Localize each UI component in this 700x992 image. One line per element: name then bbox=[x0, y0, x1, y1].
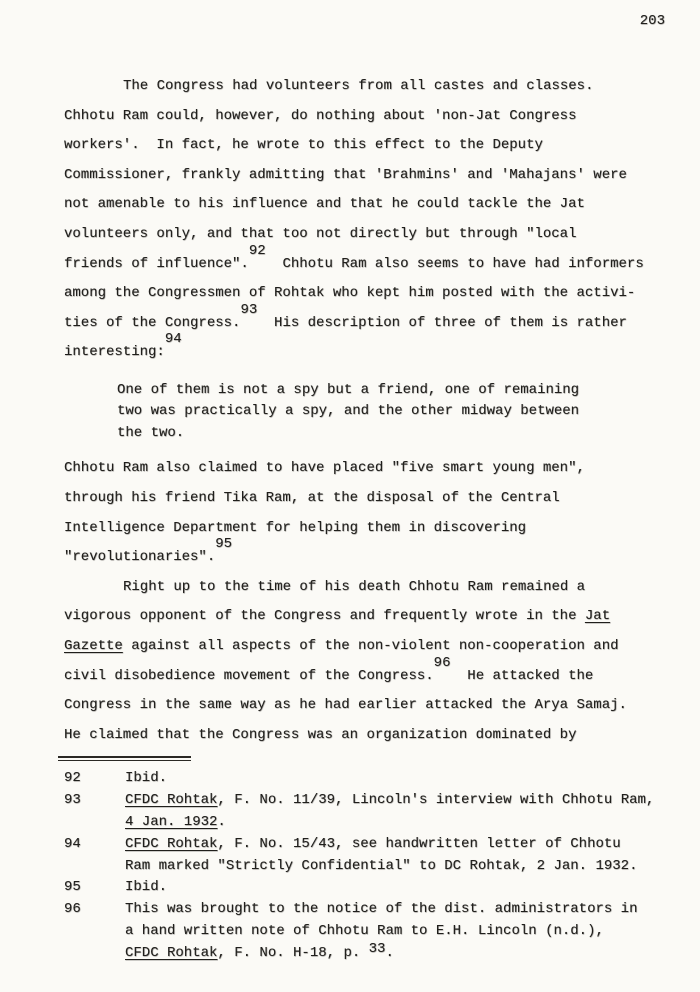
footnote-text: This was brought to the notice of the dist. administrators in bbox=[125, 901, 638, 918]
footnote-number: 95 bbox=[64, 879, 81, 896]
footnote-number-spacer bbox=[64, 921, 125, 943]
body-text: through his friend Tika Ram, at the disposal of the Central bbox=[64, 490, 560, 507]
body-text: He claimed that the Congress was an organization dominated by bbox=[64, 726, 577, 743]
footnote-item-94-cont bbox=[64, 856, 668, 878]
footnote-ref-94: 94 bbox=[164, 331, 182, 348]
body-text: volunteers only, and that too not directly but through "local bbox=[64, 225, 577, 242]
body-line bbox=[64, 72, 668, 102]
footnote-text: Ram marked "Strictly Confidential" to DC Rohtak, 2 Jan. 1932. bbox=[125, 857, 638, 874]
body-line bbox=[64, 131, 668, 161]
footnote-separator bbox=[58, 756, 191, 761]
footnote-number-spacer bbox=[64, 812, 125, 834]
footnote-text bbox=[125, 812, 668, 834]
body-line bbox=[64, 514, 668, 544]
body-text: His description of three of them is rather bbox=[257, 314, 627, 331]
footnote-text-part: , F. No. 11/39, Lincoln's interview with Chhotu Ram, bbox=[217, 792, 655, 809]
body-line bbox=[64, 279, 668, 309]
body-line bbox=[64, 654, 668, 692]
footnote-item-93 bbox=[64, 790, 668, 812]
quote-text: One of them is not a spy but a friend, one of remaining bbox=[117, 381, 580, 398]
footnote-text-part: . bbox=[385, 944, 394, 961]
body-line bbox=[64, 484, 668, 514]
body-text: civil disobedience movement of the Congress. bbox=[64, 667, 434, 684]
body-line bbox=[64, 331, 668, 368]
footnotes-section bbox=[64, 768, 668, 964]
page-ref-raised: 33 bbox=[368, 940, 386, 957]
footnote-ref-93: 93 bbox=[240, 301, 258, 318]
paragraph-2 bbox=[64, 573, 668, 751]
source-title: CFDC Rohtak bbox=[125, 944, 218, 961]
body-text: not amenable to his influence and that he could tackle the Jat bbox=[64, 196, 585, 213]
page-number: 203 bbox=[639, 13, 665, 29]
body-text: interesting: bbox=[64, 344, 165, 361]
footnote-text bbox=[125, 940, 668, 965]
footnote-item-95 bbox=[64, 877, 668, 899]
footnote-item-96-cont bbox=[64, 921, 668, 943]
body-text: against all aspects of the non-violent non-cooperation and bbox=[122, 638, 619, 654]
source-title: CFDC Rohtak bbox=[125, 792, 218, 809]
footnote-number: 94 bbox=[64, 835, 81, 852]
footnote-item-96 bbox=[64, 899, 668, 921]
blockquote-line bbox=[117, 423, 668, 445]
footnote-text bbox=[125, 834, 668, 856]
journal-title: Gazette bbox=[64, 638, 123, 654]
body-text: vigorous opponent of the Congress and frequently wrote in the bbox=[64, 608, 585, 625]
footnote-number: 96 bbox=[64, 901, 81, 918]
footnote-text bbox=[125, 790, 668, 812]
quote-text: the two. bbox=[117, 424, 185, 441]
body-line bbox=[64, 102, 668, 132]
footnote-ref-95: 95 bbox=[215, 536, 233, 553]
body-text: Congress in the same way as he had earlier attacked the Arya Samaj. bbox=[64, 697, 627, 714]
footnote-date: 4 Jan. 1932 bbox=[125, 813, 218, 830]
blockquote-line bbox=[117, 401, 668, 423]
blockquote-line bbox=[117, 380, 668, 402]
body-text: Chhotu Ram also claimed to have placed "five smart young men", bbox=[64, 460, 585, 477]
body-line bbox=[64, 691, 668, 721]
body-text: workers'. In fact, he wrote to this effect to the Deputy bbox=[64, 137, 543, 154]
source-title: CFDC Rohtak bbox=[125, 835, 218, 852]
body-line bbox=[64, 242, 668, 280]
quote-text: two was practically a spy, and the other midway between bbox=[117, 403, 580, 420]
body-text: friends of influence". bbox=[64, 255, 249, 272]
footnote-item-96-cont2 bbox=[64, 940, 668, 965]
body-text: Right up to the time of his death Chhotu Ram remained a bbox=[123, 578, 586, 595]
footnote-text-part: , F. No. 15/43, see handwritten letter of Chhotu bbox=[217, 835, 621, 852]
body-line bbox=[64, 536, 668, 573]
body-line bbox=[64, 220, 668, 250]
body-text: Intelligence Department for helping them in discovering bbox=[64, 519, 527, 536]
body-text: The Congress had volunteers from all castes and classes. bbox=[123, 78, 594, 94]
paragraph-1 bbox=[64, 72, 668, 368]
body-line bbox=[64, 301, 668, 339]
footnote-item-92 bbox=[64, 768, 668, 790]
body-line bbox=[64, 721, 668, 751]
footnote-text: Ibid. bbox=[125, 879, 168, 896]
paragraph-1-continued bbox=[64, 454, 668, 572]
body-line bbox=[64, 573, 668, 603]
footnote-number: 93 bbox=[64, 792, 81, 809]
body-text: "revolutionaries". bbox=[64, 549, 216, 566]
body-text: Chhotu Ram could, however, do nothing about 'non-Jat Congress bbox=[64, 107, 577, 124]
footnote-item-93-cont bbox=[64, 812, 668, 834]
footnote-number-spacer bbox=[64, 943, 125, 965]
body-line bbox=[64, 454, 668, 484]
footnote-number-spacer bbox=[64, 856, 125, 878]
journal-title: Jat bbox=[584, 608, 611, 625]
footnote-number: 92 bbox=[64, 770, 81, 787]
footnote-text: a hand written note of Chhotu Ram to E.H. Lincoln (n.d.), bbox=[125, 922, 604, 939]
blockquote bbox=[117, 380, 668, 445]
footnote-text: Ibid. bbox=[125, 770, 168, 787]
body-text: Commissioner, frankly admitting that 'Brahmins' and 'Mahajans' were bbox=[64, 166, 627, 183]
body-text: among the Congressmen of Rohtak who kept him posted with the activi- bbox=[64, 285, 636, 302]
footnote-ref-92: 92 bbox=[248, 242, 266, 259]
body-line bbox=[64, 632, 668, 662]
body-line bbox=[64, 602, 668, 632]
footnote-ref-96: 96 bbox=[433, 654, 451, 671]
body-text: ties of the Congress. bbox=[64, 314, 241, 331]
body-text: He attacked the bbox=[450, 667, 594, 684]
footnote-item-94 bbox=[64, 834, 668, 856]
footnote-text-part: . bbox=[217, 813, 226, 830]
body-line bbox=[64, 190, 668, 220]
body-text: Chhotu Ram also seems to have had informers bbox=[265, 255, 644, 272]
footnote-text-part: , F. No. H-18, p. bbox=[217, 944, 369, 961]
body-line bbox=[64, 161, 668, 191]
